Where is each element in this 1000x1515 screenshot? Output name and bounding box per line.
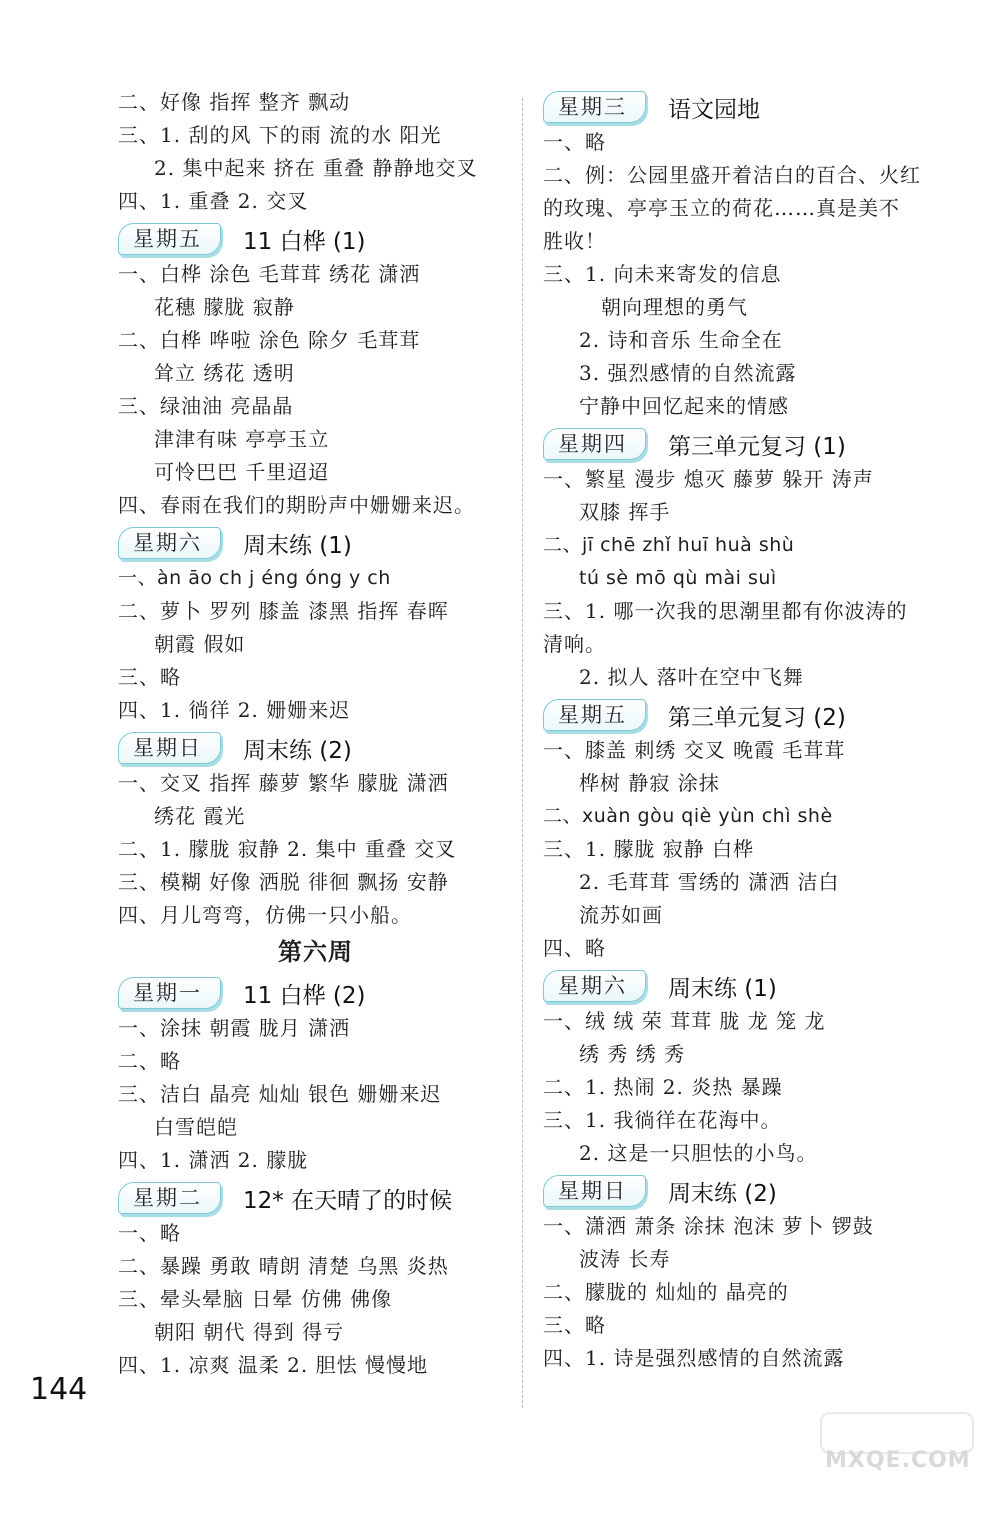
column-divider [522,98,523,1408]
answer-line: 二、萝卜 罗列 膝盖 漆黑 指挥 春晖 [118,599,449,623]
answer-line: 2. 毛茸茸 雪绣的 潇洒 洁白 [579,870,840,894]
answer-line: 三、绿油油 亮晶晶 [118,394,294,418]
answer-line: 四、1. 徜徉 2. 姗姗来迟 [118,698,351,722]
day-tag: 星期日 [543,1175,646,1207]
section-header [118,1179,513,1217]
answer-line: 三、模糊 好像 洒脱 徘徊 飘扬 安静 [118,870,449,894]
day-tag: 星期二 [118,1182,221,1214]
answer-line: 一、略 [118,1221,181,1245]
pinyin-answer-line: 二、jī chē zhǐ huī huà shù [543,534,795,556]
pinyin-answer-line: tú sè mō qù mài suì [579,567,777,589]
answer-line: 四、春雨在我们的期盼声中姗姗来迟。 [118,493,475,517]
answer-line: 津津有味 亭亭玉立 [154,427,330,451]
day-tag: 星期三 [543,91,646,123]
day-tag: 星期一 [118,977,221,1009]
answer-line: 一、交叉 指挥 藤萝 繁华 朦胧 潇洒 [118,771,449,795]
answer-line: 朝霞 假如 [154,632,246,656]
section-header [543,425,943,463]
day-tag: 星期四 [543,428,646,460]
answer-line: 二、朦胧的 灿灿的 晶亮的 [543,1280,789,1304]
answer-line: 三、1. 哪一次我的思潮里都有你波涛的 [543,599,908,623]
answer-line: 二、白桦 哗啦 涂色 除夕 毛茸茸 [118,328,421,352]
answer-line: 四、1. 凉爽 温柔 2. 胆怯 慢慢地 [118,1353,428,1377]
answer-line: 一、潇洒 萧条 涂抹 泡沫 萝卜 锣鼓 [543,1214,874,1238]
answer-line: 二、略 [118,1049,181,1073]
answer-line: 绣花 霞光 [154,804,246,828]
answer-line: 三、1. 向未来寄发的信息 [543,262,782,286]
answer-line: 一、白桦 涂色 毛茸茸 绣花 潇洒 [118,262,421,286]
answer-line: 2. 诗和音乐 生命全在 [579,328,783,352]
section-header [118,220,513,258]
answer-line: 2. 集中起来 挤在 重叠 静静地交叉 [154,156,478,180]
section-header [543,696,943,734]
answer-line: 波涛 长寿 [579,1247,671,1271]
answer-line: 朝向理想的勇气 [601,295,748,319]
answer-line: 耸立 绣花 透明 [154,361,295,385]
answer-line: 二、1. 朦胧 寂静 2. 集中 重叠 交叉 [118,837,457,861]
left-column [118,86,513,1382]
section-header [118,974,513,1012]
answer-line: 2. 拟人 落叶在空中飞舞 [579,665,804,689]
answer-line: 桦树 静寂 涂抹 [579,771,720,795]
day-tag: 星期六 [118,527,221,559]
day-tag: 星期六 [543,970,646,1002]
answer-line: 二、例：公园里盛开着洁白的百合、火红 [543,163,921,187]
section-header [543,88,943,126]
answer-line: 一、膝盖 刺绣 交叉 晚霞 毛茸茸 [543,738,846,762]
answer-line: 一、繁星 漫步 熄灭 藤萝 躲开 涛声 [543,467,874,491]
right-column [543,86,943,1375]
answer-line: 胜收！ [543,229,606,253]
answer-line: 三、1. 我徜徉在花海中。 [543,1108,782,1132]
lesson-title: 周末练 (2) [243,737,352,764]
lesson-title: 语文园地 [668,96,760,123]
section-header [543,967,943,1005]
answer-line: 一、绒 绒 荣 茸茸 胧 龙 笼 龙 [543,1009,826,1033]
day-tag: 星期日 [118,732,221,764]
answer-line: 一、略 [543,130,606,154]
answer-line: 流苏如画 [579,903,663,927]
lesson-title: 11 白桦 (1) [243,228,366,255]
page-number: 144 [30,1372,88,1407]
answer-line: 三、洁白 晶亮 灿灿 银色 姗姗来迟 [118,1082,442,1106]
answer-line: 一、涂抹 朝霞 胧月 潇洒 [118,1016,351,1040]
lesson-title: 周末练 (1) [243,532,352,559]
lesson-title: 11 白桦 (2) [243,982,366,1009]
answer-line: 2. 这是一只胆怯的小鸟。 [579,1141,818,1165]
answer-line: 四、月儿弯弯，仿佛一只小船。 [118,903,412,927]
answer-line: 二、暴躁 勇敢 晴朗 清楚 乌黑 炎热 [118,1254,449,1278]
answer-line: 三、1. 朦胧 寂静 白桦 [543,837,755,861]
answer-line: 四、1. 重叠 2. 交叉 [118,189,309,213]
answer-line: 的玫瑰、亭亭玉立的荷花……真是美不 [543,196,900,220]
answer-line: 四、略 [543,936,606,960]
day-tag: 星期五 [118,223,221,255]
answer-line: 四、1. 诗是强烈感情的自然流露 [543,1346,845,1370]
answer-line: 可怜巴巴 千里迢迢 [154,460,330,484]
pinyin-answer-line: 一、àn āo ch j éng óng y ch [118,567,391,589]
pinyin-answer-line: 二、xuàn gòu qiè yùn chì shè [543,805,833,827]
answer-line: 绣 秀 绣 秀 [579,1042,686,1066]
answer-line: 白雪皑皑 [154,1115,238,1139]
lesson-title: 12* 在天晴了的时候 [243,1187,453,1214]
answer-line: 二、好像 指挥 整齐 飘动 [118,90,351,114]
answer-line: 三、晕头晕脑 日晕 仿佛 佛像 [118,1287,393,1311]
section-header [118,524,513,562]
answer-line: 四、1. 潇洒 2. 朦胧 [118,1148,309,1172]
lesson-title: 周末练 (1) [668,975,777,1002]
answer-line: 三、略 [118,665,181,689]
answer-line: 宁静中回忆起来的情感 [579,394,789,418]
answer-line: 三、略 [543,1313,606,1337]
answer-line: 双膝 挥手 [579,500,671,524]
answer-line: 三、1. 刮的风 下的雨 流的水 阳光 [118,123,442,147]
watermark-text: MXQE.COM [825,1448,971,1473]
lesson-title: 周末练 (2) [668,1180,777,1207]
section-header [118,729,513,767]
section-header [543,1172,943,1210]
lesson-title: 第三单元复习 (1) [668,433,846,460]
answer-line: 清响。 [543,632,606,656]
answer-line: 朝阳 朝代 得到 得亏 [154,1320,345,1344]
week-title: 第六周 [278,938,353,966]
answer-line: 二、1. 热闹 2. 炎热 暴躁 [543,1075,783,1099]
answer-line: 花穗 朦胧 寂静 [154,295,295,319]
day-tag: 星期五 [543,699,646,731]
lesson-title: 第三单元复习 (2) [668,704,846,731]
answer-line: 3. 强烈感情的自然流露 [579,361,797,385]
